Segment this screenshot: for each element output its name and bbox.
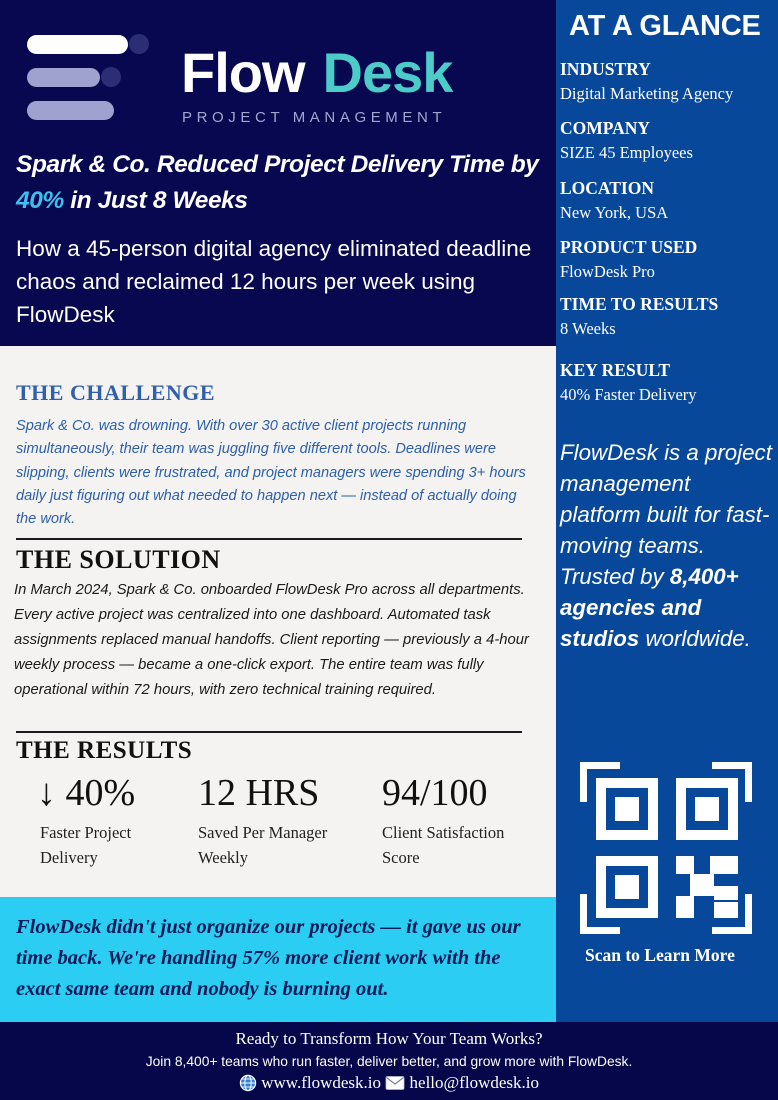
fact-label: INDUSTRY: [560, 59, 651, 79]
fact-value: 40% Faster Delivery: [560, 385, 697, 404]
testimonial-quote: FlowDesk didn't just organize our projects — it gave us our time back. We're handling 57% more client work with the exact same team and nobody is burning out.: [16, 916, 521, 1000]
stat-value: 94/100: [382, 772, 488, 814]
fact-time-to-results: [560, 292, 718, 341]
fact-product-used: [560, 235, 697, 284]
fact-value: 8 Weeks: [560, 319, 616, 338]
stat-value: ↓ 40%: [37, 772, 136, 814]
footer-contact: [0, 1072, 778, 1093]
solution-title: THE SOLUTION: [16, 545, 221, 574]
headline-text-before: Spark & Co. Reduced Project Delivery Time by: [16, 151, 539, 178]
fact-value: New York, USA: [560, 203, 669, 222]
fact-value: Digital Marketing Agency: [560, 84, 734, 103]
about-text-before: FlowDesk is a project management platform built for fast-moving teams. Trusted by: [560, 440, 772, 589]
result-stat-satisfaction: [382, 770, 532, 870]
fact-location: [560, 176, 668, 225]
logo-bar-middle: [27, 68, 100, 87]
product-about: [560, 437, 775, 654]
case-study-headline: [16, 147, 556, 219]
result-stat-hours: [198, 770, 348, 870]
headline-text-after: in Just 8 Weeks: [63, 187, 248, 214]
fact-key-result: [560, 358, 697, 407]
section-divider: [16, 538, 522, 540]
result-stat-delivery: [37, 770, 160, 870]
fact-label: TIME TO RESULTS: [560, 294, 719, 314]
qr-label: Scan to Learn More: [585, 945, 735, 965]
globe-icon: [239, 1074, 257, 1092]
brand-name-part1: Flow: [181, 41, 305, 104]
footer-subtitle: Join 8,400+ teams who run faster, deliver better, and grow more with FlowDesk.: [145, 1054, 633, 1069]
footer-title: Ready to Transform How Your Team Works?: [235, 1029, 543, 1048]
brand-name-part2: Desk: [322, 41, 453, 104]
logo-dot-top: [129, 34, 149, 54]
stat-label: Client Satisfaction Score: [382, 823, 505, 867]
fact-value: FlowDesk Pro: [560, 262, 655, 281]
challenge-title: THE CHALLENGE: [16, 380, 216, 405]
logo-dot-middle: [101, 67, 121, 87]
fact-label: LOCATION: [560, 178, 654, 198]
brand-tagline: PROJECT MANAGEMENT: [182, 109, 447, 126]
about-text-after: worldwide.: [639, 626, 751, 651]
stat-label: Faster Project Delivery: [40, 823, 132, 867]
case-study-subheadline: How a 45-person digital agency eliminated deadline chaos and reclaimed 12 hours per week using FlowDesk: [16, 236, 532, 327]
fact-label: PRODUCT USED: [560, 237, 698, 257]
solution-body: In March 2024, Spark & Co. onboarded FlowDesk Pro across all departments. Every active project was centralized into one dashboard. Automated task assignments replaced manual handoffs. Client reporting — previously a 4-hour weekly process — became a one-click export. The entire team was fully operational within 72 hours, with zero technical training required.: [14, 582, 529, 698]
qr-code-icon[interactable]: [580, 762, 752, 934]
stat-label: Saved Per Manager Weekly: [198, 823, 328, 867]
brand-name: [181, 42, 452, 104]
about-highlight: 8,400+ agencies and studios: [560, 564, 739, 651]
fact-industry: [560, 57, 733, 106]
fact-label: COMPANY: [560, 118, 651, 138]
fact-label: KEY RESULT: [560, 360, 671, 380]
footer-email-link[interactable]: hello@flowdesk.io: [409, 1073, 539, 1093]
results-title: THE RESULTS: [16, 737, 193, 764]
section-divider: [16, 731, 522, 733]
challenge-body: Spark & Co. was drowning. With over 30 active client projects running simultaneously, their team was juggling five different tools. Deadlines were slipping, clients were frustrated, and project managers were spending 3+ hours daily just figuring out what needed to happen next — instead of actually doing the work.: [16, 418, 526, 528]
flowdesk-logo-icon: [0, 0, 160, 130]
footer-website-link[interactable]: www.flowdesk.io: [261, 1073, 382, 1093]
fact-company-size: [560, 116, 693, 165]
at-a-glance-title: AT A GLANCE: [569, 10, 761, 42]
logo-bar-top: [27, 35, 128, 54]
logo-bar-bottom: [27, 101, 114, 120]
fact-value: SIZE 45 Employees: [560, 143, 693, 162]
stat-value: 12 HRS: [198, 772, 320, 814]
envelope-icon: [385, 1075, 405, 1091]
headline-highlight: 40%: [16, 187, 64, 214]
